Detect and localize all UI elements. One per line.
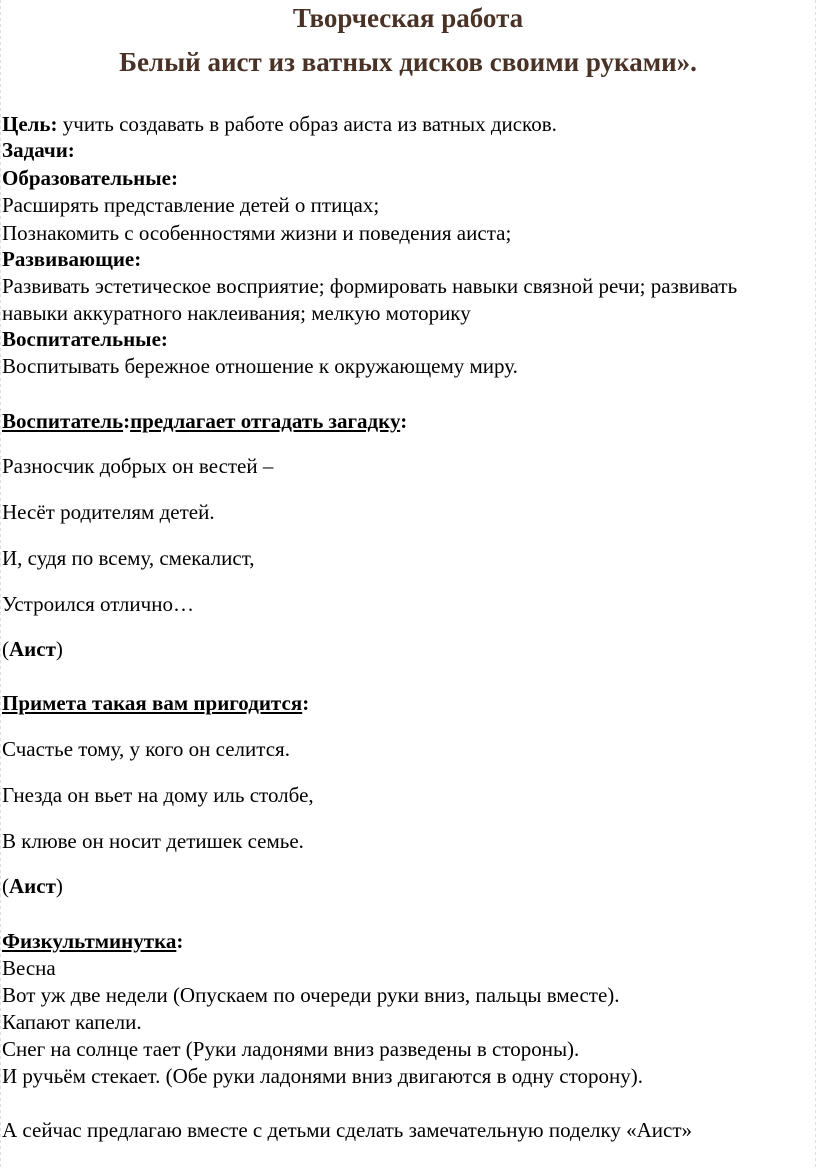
riddle1-line: И, судя по всему, смекалист, bbox=[2, 546, 255, 570]
riddle1-answer bbox=[2, 636, 63, 662]
physminute-line: Капают капели. bbox=[2, 1010, 142, 1034]
physminute-heading-end: : bbox=[176, 929, 184, 953]
riddle2-heading-end: : bbox=[302, 691, 310, 715]
upbringing-text: Воспитывать бережное отношение к окружающему миру. bbox=[2, 354, 518, 378]
physminute-line: И ручьём стекает. (Обе руки ладонями вниз двигаются в одну сторону). bbox=[2, 1064, 644, 1088]
physminute-line: Вот уж две недели (Опускаем по очереди руки вниз, пальцы вместе). bbox=[2, 983, 620, 1007]
riddle2-answer bbox=[2, 873, 63, 899]
goal-text: учить создавать в работе образ аиста из ватных дисков. bbox=[57, 112, 557, 136]
document-title: Творческая работа bbox=[292, 3, 524, 33]
developing-text-line: навыки аккуратного наклеивания; мелкую моторику bbox=[2, 301, 471, 325]
riddle2-answer-word: Аист bbox=[9, 874, 56, 898]
riddle1-line: Разносчик добрых он вестей – bbox=[2, 454, 274, 478]
developing-label: Развивающие: bbox=[2, 247, 142, 271]
physminute-heading bbox=[2, 928, 183, 954]
riddle2-line: Счастье тому, у кого он селится. bbox=[2, 737, 290, 761]
educational-label: Образовательные: bbox=[2, 166, 178, 190]
upbringing-label: Воспитательные: bbox=[2, 327, 168, 351]
developing-text-line: Развивать эстетическое восприятие; формировать навыки связной речи; развивать bbox=[2, 274, 738, 298]
physminute-line: Весна bbox=[2, 956, 56, 980]
paren-open: ( bbox=[2, 637, 9, 661]
riddle1-heading-part2: предлагает отгадать загадку bbox=[130, 409, 401, 433]
riddle1-line: Устроился отлично… bbox=[2, 592, 194, 616]
physminute-heading-text: Физкультминутка bbox=[2, 929, 177, 953]
riddle1-heading-end: : bbox=[400, 409, 408, 433]
riddle1-line: Несёт родителям детей. bbox=[2, 500, 215, 524]
riddle2-heading bbox=[2, 690, 309, 716]
riddle1-heading-sep: : bbox=[123, 409, 131, 433]
riddle2-line: В клюве он носит детишек семье. bbox=[2, 829, 304, 853]
closing-text: А сейчас предлагаю вместе с детьми сделать замечательную поделку «Аист» bbox=[2, 1118, 693, 1142]
goal-line bbox=[2, 111, 557, 137]
riddle1-answer-word: Аист bbox=[9, 637, 56, 661]
educational-item: Расширять представление детей о птицах; bbox=[2, 193, 380, 217]
riddle2-heading-text: Примета такая вам пригодится bbox=[2, 691, 303, 715]
tasks-label: Задачи: bbox=[2, 138, 75, 162]
paren-close: ) bbox=[55, 637, 63, 661]
goal-label: Цель: bbox=[2, 112, 58, 136]
physminute-line: Снег на солнце тает (Руки ладонями вниз разведены в стороны). bbox=[2, 1037, 580, 1061]
riddle1-heading-part1: Воспитатель bbox=[2, 409, 124, 433]
document-subtitle: Белый аист из ватных дисков своими руками». bbox=[119, 47, 697, 77]
riddle2-line: Гнезда он вьет на дому иль столбе, bbox=[2, 783, 314, 807]
paren-open: ( bbox=[2, 874, 9, 898]
paren-close: ) bbox=[55, 874, 63, 898]
riddle1-heading bbox=[2, 408, 407, 434]
educational-item: Познакомить с особенностями жизни и поведения аиста; bbox=[2, 221, 512, 245]
page-edge-left bbox=[0, 0, 1, 1170]
